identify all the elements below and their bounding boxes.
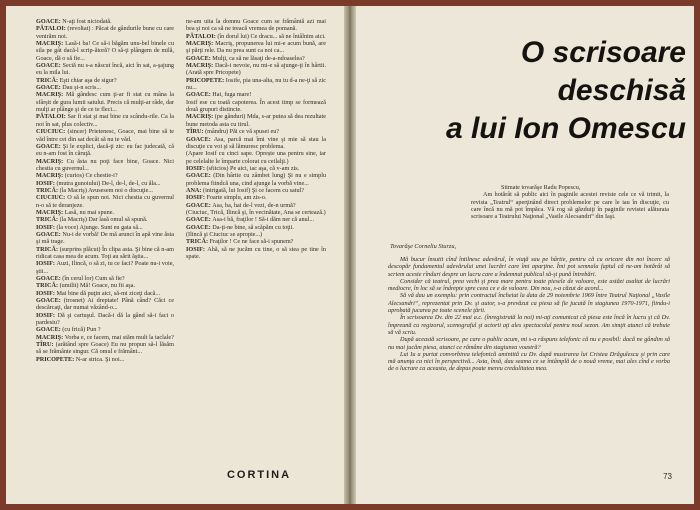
dialogue-line — [186, 202, 326, 209]
dialogue-line — [36, 172, 174, 179]
dialogue-line — [36, 25, 174, 40]
dialogue-line — [186, 113, 326, 128]
dialogue-text: Da-ţi-ne bine, să scăpăm cu toţii. — [212, 223, 294, 231]
dialogue-line — [186, 216, 326, 223]
title-line-3: a lui Ion Omescu — [445, 112, 686, 145]
speaker-name: TRICĂ: — [36, 186, 60, 194]
dialogue-line — [36, 297, 174, 312]
dialogue-text: (curios) Ce chestie-i? — [64, 172, 118, 180]
speaker-name: ANA: — [186, 186, 204, 194]
book-gutter — [344, 6, 356, 504]
dialogue-text: (intrigată, lui Iosif) Şi ce facem cu satul? — [203, 186, 305, 194]
speaker-name: GOACE: — [186, 216, 213, 224]
dialogue-line — [36, 84, 174, 91]
speaker-name: PRICOPETE: — [186, 76, 226, 84]
dialogue-line — [36, 246, 174, 261]
speaker-name: GOACE: — [36, 275, 63, 283]
dialogue-line — [36, 62, 174, 77]
intro-paragraph: Am hotărât să public aici în paginile acestei reviste cele ce vă trimit, la revista „Teatrul“ aperţinând direct problemelor pe care le iau în discuţie, cu care încă nu mă pot împăca. Vă rog să găzduiţi în paginile revistei alăturata scrisoare a Teatrului Naţional „Vasile Alecsandri“ din Iaşi. — [471, 191, 669, 221]
speaker-name: GOACE: — [36, 230, 63, 238]
speaker-name: IOSIF: — [36, 179, 57, 187]
dialogue-line — [186, 18, 326, 33]
intro-paragraph: Stimate tovarăşe Radu Popescu, — [501, 184, 581, 191]
speaker-name: IOSIF: — [36, 289, 57, 297]
dialogue-line — [36, 290, 174, 297]
dialogue-line — [36, 194, 174, 209]
letter-body — [388, 256, 670, 468]
dialogue-line — [186, 165, 326, 172]
article-title — [376, 34, 686, 148]
dialogue-line — [36, 158, 174, 173]
dialogue-text: (mândru) Păi ce vă spusei eu? — [205, 128, 280, 136]
speaker-name: IOSIF: — [186, 245, 208, 253]
dialogue-text: Iosif ese cu toată capoterea. În acest timp se formează două grupuri distincte. — [186, 98, 326, 114]
dialogue-text: Vorba e, ce facem, mai stăm mult la taclale? — [64, 333, 174, 341]
dialogue-text: N-aţi fost niciodată. — [62, 18, 112, 25]
letter-paragraph: Lui Iu a purtat convorbirea telefonică amintită cu Dv. după mustrarea lui Cristea Drăgulescu şi prin care mă anunţa ca nici în perspectivă... Asta, însă, dau seama ce se întâmplă de o nouă vreme, mai ales cînd e vorba de o lucrare ca aceasta, de depus poate mereu credulitatea mea. — [388, 350, 670, 373]
dialogue-text: Foarte simplu, am zis-o. — [206, 194, 267, 202]
speaker-name: PĂTALOI: — [36, 25, 68, 33]
speaker-name: PĂTALOI: — [36, 113, 68, 121]
dialogue-line — [36, 312, 174, 327]
dialogue-line — [186, 238, 326, 245]
dialogue-line — [186, 33, 326, 40]
dialogue-text: (arătând spre Goace) Eu nu propun să-l lăsăm să se frământe singur. Că omul e frământ... — [36, 341, 174, 356]
speaker-name: GOACE: — [36, 84, 63, 92]
speaker-name: MACRIŞ: — [186, 62, 215, 70]
dialogue-line — [186, 62, 326, 77]
dialogue-text: (Din hârtie cu zâmbet lung) Şi nu e simplu problema fiindcă una, cind ajunge la vorbă vine... — [186, 172, 326, 187]
dialogue-line — [186, 150, 326, 165]
left-page — [6, 6, 344, 504]
dialogue-text: Iosife, pia una-alta, nu tu d-a ne-ţi să zic nu... — [186, 76, 326, 92]
dialogue-line — [186, 224, 326, 231]
letter-paragraph: Mă bucur însutit cînd întilnesc adevărul, în viaţă sau pe hârtie, pentru că cu oricare din noi încerc să descopăr fundamentul adevărului unei lucrări care îmi aparţine. Îmi pot semnala faptul că ne-am hotărât să scriem aceste rînduri despre un lucru care a îndemnat publicul să-şi pună întrebări. — [388, 256, 670, 278]
dialogue-text: (surprins plăcut) În clipa asta. Şi bine că n-am ridicat casa mea de acum. Toţi au sărit ăştia... — [36, 245, 174, 260]
speaker-name: GOACE: — [186, 201, 213, 209]
speaker-name: GOACE: — [186, 135, 214, 143]
dialogue-line — [36, 143, 174, 158]
speaker-name: TÎRU: — [36, 341, 56, 349]
page-number: 73 — [663, 472, 672, 481]
letter-paragraph: În scrisoarea Dv. din 22 mai a.c. (înregistrată la noi) mi-aţi comunicat că piesa este încă în lucru şi că Dv. împreună cu regizorul, scenograful şi actorii aţi ales spectacolul pentru noul sezon. Am simţit atunci că trebuie să vă scriu. — [388, 314, 670, 336]
dialogue-text: (Ilincă şi Ciuciuc se apropie...) — [186, 230, 263, 238]
dialogue-text: Asa, ba, hai de-l vezi, de-n urmă? — [212, 201, 296, 209]
speaker-name: PĂTALOI: — [186, 32, 218, 40]
speaker-name: MACRIŞ: — [186, 113, 215, 121]
title-line-2: deschisă — [557, 74, 686, 107]
dialogue-text: (umilit) Mă! Goace, nu fii aşa. — [59, 282, 135, 290]
cortina-heading: CORTINA — [226, 469, 292, 481]
speaker-name: GOACE: — [36, 62, 63, 70]
speaker-name: IOSIF: — [36, 311, 58, 319]
dialogue-text: Dacă-i nevoie, nu mi-e să ajunge-ţi în hârtii. (Arată spre Pricopete) — [186, 62, 326, 77]
letter-salutation: Tovarăşe Corneliu Sturzu, — [390, 243, 457, 250]
dialogue-text: Ahă, să ne jucăm cu tine, o să stea pe tine în spate. — [186, 245, 326, 260]
dialogue-text: (în dorul lui) Ce dracu... să ne întâlnim aici. — [217, 32, 326, 40]
dialogue-text: Eşti chiar aşa de sigur? — [59, 76, 117, 84]
speaker-name: MACRIŞ: — [186, 40, 216, 48]
speaker-name: TÎRU: — [186, 128, 206, 136]
dialogue-text: Sar fi stat şi mai bine cu scându-rile. Ca la noi în sat, plus colectiv... — [36, 113, 174, 128]
dialogue-line — [186, 128, 326, 135]
dialogue-text: Asa, parcă mai îmi vine şi mie să stau la discuţie cu voi şi să lămuresc problema. — [186, 135, 326, 150]
dialogue-line — [36, 341, 174, 356]
speaker-name: IOSIF: — [186, 164, 207, 172]
speaker-name: GOACE: — [186, 91, 213, 99]
speaker-name: TRICĂ: — [36, 216, 60, 224]
dialogue-line — [36, 216, 174, 223]
dialogue-text: O să le spun noi. Nici chestia cu guvernul n-o să te deranjeze. — [36, 194, 174, 209]
dialogue-text: Seciă nu s-a născut încă, aici în sat, a-şajung eu la mila lui. — [36, 62, 174, 77]
book-spread — [6, 6, 694, 504]
dialogue-line — [36, 113, 174, 128]
dialogue-text: (sincer) Prietenesc, Goace, mai bine să te văd între cei din sat decât să nu te văd. — [36, 128, 174, 143]
dialogue-line — [186, 194, 326, 201]
dialogue-line — [36, 187, 174, 194]
dialogue-line — [36, 40, 174, 62]
speaker-name: CIUCIUC: — [36, 128, 68, 136]
dialogue-text: Cu ăsta nu poţi face bine, Goace. Nici chestia cu guvernul... — [36, 157, 174, 172]
dialogue-line — [36, 224, 174, 231]
dialogue-line — [36, 260, 174, 275]
dialogue-text: Lasă, nu mai spune. — [64, 208, 115, 216]
dialogue-text: (în cerul lor) Cum să fie? — [62, 275, 125, 283]
dialogue-text: Nu-i de vorbă! De mă arunci în apă vine ăsta şi mă trage. — [36, 230, 174, 246]
dialogue-text: ne-am uita la domnu Goace cum se frământă azi mai bea şi noi ca să ne treacă vremea de pomană. — [186, 18, 326, 33]
dialogue-line — [186, 136, 326, 151]
dialogue-line — [186, 209, 326, 216]
speaker-name: MACRIŞ: — [36, 208, 65, 216]
dialogue-text: Şi le explici, dacă-ţi zic: eu fac judecată, că eu n-am fost în căruţă. — [36, 142, 174, 158]
speaker-name: TRICĂ: — [36, 76, 60, 84]
speaker-name: GOACE: — [186, 172, 214, 180]
dialogue-text: (mutra gunoiului) De-l, de-l, de-l, cu ăla... — [56, 179, 161, 187]
dialogue-line — [186, 99, 326, 114]
speaker-name: GOACE: — [36, 297, 64, 305]
dialogue-text: Asa-i bă, fraţilor ! Să-i dăm ner că anul... — [212, 216, 315, 224]
speaker-name: IOSIF: — [36, 223, 57, 231]
dialogue-text: (Apare Iosif cu cinci sape. Oprește una pentru sine, iar pe celelalte le împarte colorat cu ceilalţi.) — [186, 150, 326, 165]
speaker-name: GOACE: — [36, 142, 63, 150]
dialogue-line — [36, 77, 174, 84]
dialogue-line — [36, 128, 174, 143]
speaker-name: MACRIŞ: — [36, 172, 65, 180]
letter-paragraph: Să vă dau un exemplu: prin contractul încheiat la data de 29 noiembrie 1969 între Teatrul Naţional „Vasile Alecsandri“, reprezentat prin Dv. şi autor, s-a prevăzut ca piesa să fie jucată în stagiunea 1970-1971, fiindu-i aprobată jucarea pe toate scenele ţării. — [388, 292, 670, 315]
intro-note — [471, 184, 669, 220]
dialogue-line — [186, 246, 326, 261]
dialogue-text: (trosnet) Ai dreptate! Până când? Căci ce descărcaţi, dar numai văzând-o... — [36, 297, 174, 312]
speaker-name: GOACE: — [186, 223, 213, 231]
dialogue-text: Dă şi cartuşul. Dacă-i dă la gând să-i faci o pardesiu? — [36, 311, 174, 327]
play-text-column-1 — [36, 18, 174, 450]
dialogue-text: Fraţilor ! Ce ne face să-i spunem? — [209, 238, 294, 246]
dialogue-text: Hai, fuga mare! — [212, 91, 252, 99]
speaker-name: MACRIŞ: — [36, 333, 65, 341]
dialogue-text: Dau şi-n scris... — [62, 84, 101, 92]
dialogue-line — [36, 180, 174, 187]
speaker-name: MACRIŞ: — [36, 157, 67, 165]
letter-paragraph: După această scrisoare, pe care o public acum, mi s-a răspuns telefonic că nu e posibil: dacă ne gândim să nu mai jucăm piesa, atunci ce rămâne din stagiunea voastră? — [388, 336, 670, 351]
dialogue-text: N-ar strica. Şi noi... — [75, 355, 125, 363]
title-line-1: O scrisoare — [520, 36, 686, 69]
speaker-name: CIUCIUC: — [36, 194, 68, 202]
speaker-name: PRICOPETE: — [36, 355, 76, 363]
letter-paragraph: Consider că teatrul, prea vechi şi prea mare pentru toate piesele de valoare, este astăzi asaltat de lucrări mediocre, în loc să se îndrepte spre ceea ce e de valoare. Din nou, s-a căzut de acord... — [388, 277, 670, 293]
dialogue-text: Mă gândesc cum ţi-ar fi stat cu mâna la sfârşit de gura lumii satului. Precis că mulţi-ar râde, dar mulţi ar plânge şi de ce te fleci... — [36, 91, 174, 114]
dialogue-text: Mulţi, ca să ne lăsaţi de-a-ndoaselea? — [212, 54, 305, 62]
dialogue-line — [36, 91, 174, 113]
dialogue-line — [186, 91, 326, 98]
dialogue-text: Lasă-i ba! Ce să-i băgăm unu-bel binele cu sila pe gât dacă-l scrip-ătoră? O să-ţi plângem de milă, Goace, dă o să fie... — [36, 40, 174, 62]
speaker-name: IOSIF: — [186, 194, 207, 202]
speaker-name: MACRIŞ: — [36, 40, 66, 48]
dialogue-text: Auzi, Ilincă, o să zi, tu ce faci? Poate nu-i voie, ştii... — [36, 260, 174, 275]
dialogue-text: (pe gânduri) Mda, s-ar putea să dea rezultate bune metoda asta cu tirul. — [186, 113, 326, 128]
dialogue-text: Mai bine dă puţin aici, să-mi ziceţi dacă... — [56, 289, 161, 297]
dialogue-text: (revoltat) : Păcat de gândurile bune cu care venirăm noi. — [36, 25, 174, 40]
dialogue-line — [186, 55, 326, 62]
speaker-name: GOACE: — [36, 326, 63, 334]
speaker-name: TRICĂ: — [186, 238, 210, 246]
dialogue-line — [36, 231, 174, 246]
dialogue-text: (Ciuciuc, Trică, Ilincă şi, în vecinătate, Ana se certează.) — [186, 208, 326, 216]
dialogue-line — [186, 172, 326, 187]
dialogue-line — [36, 326, 174, 333]
dialogue-line — [186, 187, 326, 194]
speaker-name: TRICĂ: — [36, 245, 60, 253]
dialogue-text: (la voce) Ajunge. Sunt eu gata să... — [56, 223, 143, 231]
dialogue-text: Macriş, propunerea lui mi-e acum bună, are şi părţi rele. Da nu prea sunt ca noi ca... — [186, 40, 326, 55]
speaker-name: TRICĂ: — [36, 282, 60, 290]
dialogue-line — [36, 282, 174, 289]
speaker-name: GOACE: — [186, 54, 213, 62]
speaker-name: GOACE: — [36, 18, 63, 25]
play-text-column-2 — [186, 18, 326, 472]
dialogue-line — [36, 356, 174, 363]
dialogue-text: (la Macriş) Dar lasă omul să spună. — [59, 216, 148, 224]
dialogue-text: (la Macriş) Avusesem noi o discuţie... — [59, 186, 153, 194]
speaker-name: MACRIŞ: — [36, 91, 67, 99]
dialogue-text: (sfiicios) Pe aici, iac aşa, că v-am zis. — [206, 164, 300, 172]
dialogue-line — [186, 77, 326, 92]
right-page — [356, 6, 694, 504]
dialogue-text: (cu frică) Pun ? — [62, 326, 101, 334]
dialogue-line — [186, 40, 326, 55]
speaker-name: IOSIF: — [36, 260, 57, 268]
